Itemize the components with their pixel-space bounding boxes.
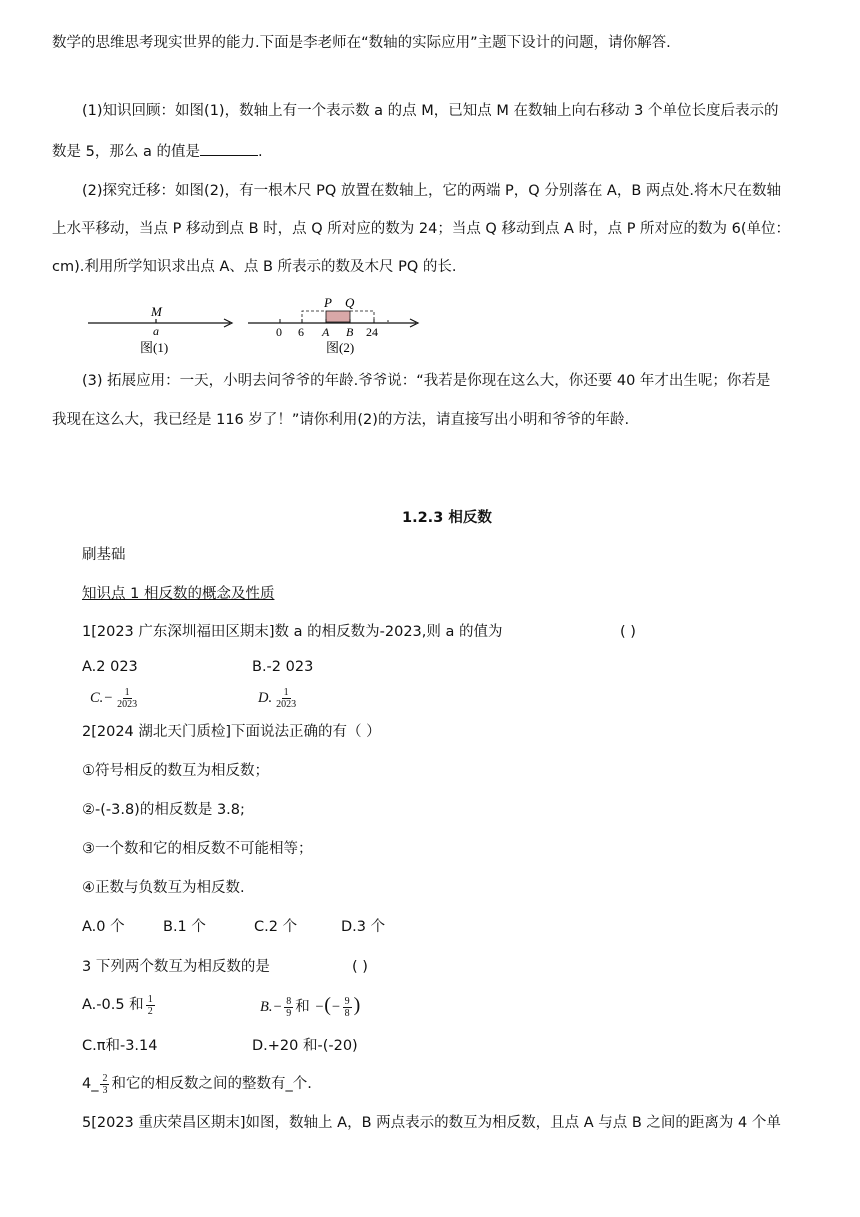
p4-post: 和它的相反数之间的整数有_个. [111, 1076, 312, 1092]
p1-option-c [90, 686, 141, 710]
p3-paren: ( ) [352, 959, 368, 975]
q2-line-c: cm).利用所学知识求出点 A、点 B 所表示的数及木尺 PQ 的长. [52, 259, 457, 275]
p3-b-label: B. [260, 999, 273, 1015]
p1-option-a: A.2 023 [82, 659, 138, 675]
p3-a-num: 1 [147, 993, 153, 1005]
knowledge-point: 知识点 1 相反数的概念及性质 [82, 586, 275, 602]
p3-b-and: 和 [295, 999, 310, 1015]
ruler-pq [326, 311, 350, 322]
p2-statement-3: ③一个数和它的相反数不可能相等； [82, 841, 313, 857]
dashed-right [350, 311, 374, 322]
p3-a-text: A.-0.5 和 [82, 997, 144, 1013]
p1-d-num: 1 [283, 686, 289, 698]
p2-option-a: A.0 个 [82, 919, 125, 935]
intro-line: 数学的思维思考现实世界的能力.下面是李老师在“数轴的实际应用”主题下设计的问题，请你解答. [52, 35, 671, 51]
p3-b-neg: − [314, 999, 325, 1015]
p3-b-sign: − [272, 999, 283, 1015]
p1-option-d [258, 686, 300, 710]
p4-den: 3 [102, 1084, 108, 1096]
p3-b-fraction [284, 996, 293, 1019]
p1-option-b: B.-2 023 [252, 659, 314, 675]
label-q: Q [345, 295, 355, 310]
q1-line-a: (1)知识回顾：如图(1)，数轴上有一个表示数 a 的点 M，已知点 M 在数轴上向右移动 3 个单位长度后表示的 [82, 103, 779, 119]
q2-line-a: (2)探究迁移：如图(2)，有一根木尺 PQ 放置在数轴上，它的两端 P，Q 分别落在 A，B 两点处.将木尺在数轴 [82, 183, 782, 199]
p4-num: 2 [102, 1072, 108, 1084]
tick-label-a: A [322, 325, 330, 339]
p1-stem: 1[2023 广东深圳福田区期末]数 a 的相反数为-2023,则 a 的值为 [82, 624, 503, 640]
p1-d-den: 2023 [276, 698, 297, 710]
q1-line-b [52, 141, 263, 162]
figure-1 [88, 304, 232, 355]
section-title: 1.2.3 相反数 [402, 510, 492, 526]
q2-line-b: 上水平移动，当点 P 移动到点 B 时，点 Q 所对应的数为 24；当点 Q 移动到点 A 时，点 P 所对应的数为 6(单位： [52, 221, 791, 237]
p1-d-fraction [274, 687, 298, 710]
q3-line-a: (3) 拓展应用：一天，小明去问爷爷的年龄.爷爷说：“我若是你现在这么大，你还要 40 年才出生呢；你若是 [82, 373, 771, 389]
fig1-caption: 图(1) [140, 340, 169, 355]
p3-option-d: D.+20 和-(-20) [252, 1038, 358, 1054]
p3-option-c: C.π和-3.14 [82, 1038, 158, 1054]
p4-line [82, 1071, 312, 1097]
p2-statement-2: ②-(-3.8)的相反数是 3.8; [82, 802, 245, 818]
fig2-caption: 图(2) [326, 340, 355, 355]
p3-b-den: 9 [286, 1007, 292, 1019]
p2-option-c: C.2 个 [254, 919, 298, 935]
p2-option-b: B.1 个 [163, 919, 206, 935]
p1-d-label: D. [258, 690, 273, 706]
tick-label-24: 24 [366, 325, 378, 339]
tick-label-b: B [346, 325, 354, 339]
p4-fraction [100, 1073, 109, 1096]
p3-b-inner-sign: − [330, 999, 341, 1015]
p3-option-a [82, 992, 157, 1018]
figure-2 [248, 295, 418, 355]
p3-a-fraction [146, 994, 155, 1017]
p3-b-den2: 8 [344, 1007, 350, 1019]
tick-label-6: 6 [298, 325, 304, 339]
p3-b-fraction-2 [343, 996, 352, 1019]
fig1-point-m: M [151, 304, 162, 319]
p1-c-fraction [115, 687, 139, 710]
small-dot [387, 320, 389, 322]
q1-end: . [257, 144, 263, 160]
p4-pre: 4_ [82, 1076, 99, 1092]
label-p: P [324, 295, 332, 310]
dashed-left [302, 311, 326, 322]
p1-c-label: C. [90, 690, 104, 706]
number-line-figures [80, 294, 440, 360]
p1-c-den: 2023 [117, 698, 138, 710]
left-paren-icon: ( [324, 994, 331, 1016]
section-sub: 刷基础 [82, 547, 126, 563]
p3-stem: 3 下列两个数互为相反数的是 [82, 959, 270, 975]
q1-text: 数是 5，那么 a 的值是 [52, 144, 200, 160]
p3-option-b [260, 992, 360, 1020]
p2-option-d: D.3 个 [341, 919, 386, 935]
fig1-var-a: a [153, 324, 159, 338]
p3-b-num: 8 [286, 995, 292, 1007]
p5-stem: 5[2023 重庆荣昌区期末]如图，数轴上 A，B 两点表示的数互为相反数，且点 A 与点 B 之间的距离为 4 个单 [82, 1115, 781, 1131]
p2-statement-1: ①符号相反的数互为相反数； [82, 763, 269, 779]
p1-paren: ( ) [620, 624, 636, 640]
answer-blank [200, 141, 258, 156]
tick-label-0: 0 [276, 325, 282, 339]
p1-c-sign: − [103, 690, 114, 706]
p3-a-den: 2 [147, 1005, 153, 1017]
p2-stem: 2[2024 湖北天门质检]下面说法正确的有（ ） [82, 724, 381, 740]
right-paren-icon: ) [353, 994, 361, 1016]
p3-b-num2: 9 [344, 995, 350, 1007]
p2-statement-4: ④正数与负数互为相反数. [82, 880, 245, 896]
q3-line-b: 我现在这么大，我已经是 116 岁了！”请你利用(2)的方法，请直接写出小明和爷爷的年龄. [52, 412, 630, 428]
p1-c-num: 1 [124, 686, 130, 698]
